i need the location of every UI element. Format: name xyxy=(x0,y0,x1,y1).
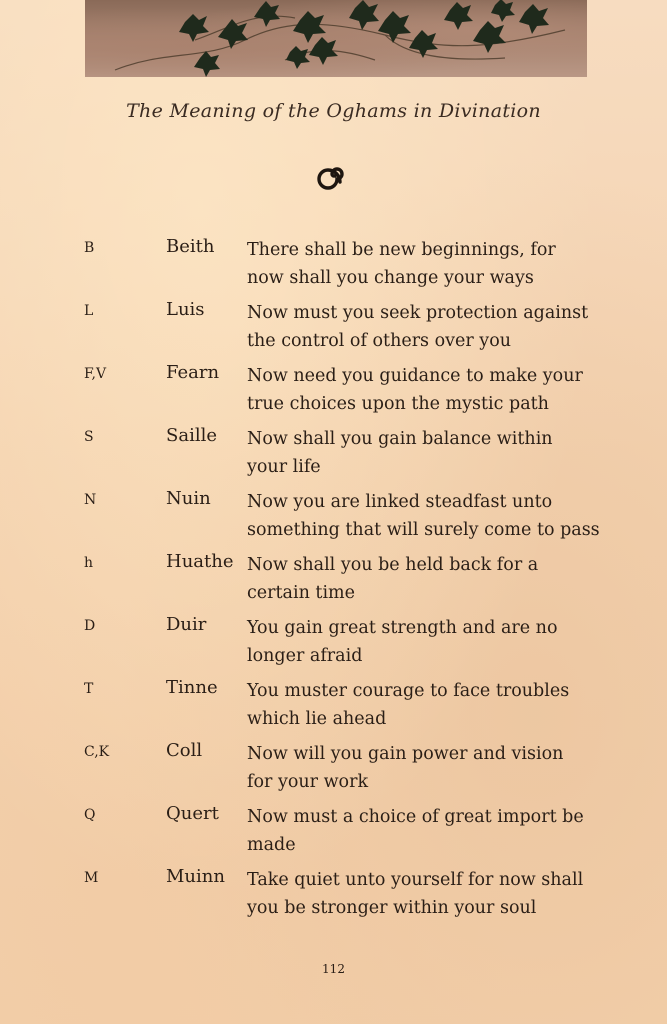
ogham-meaning xyxy=(247,677,627,733)
ogham-meaning xyxy=(247,425,627,481)
ogham-letter: Q xyxy=(84,807,96,823)
spiral-icon xyxy=(317,157,351,191)
ogham-row-fearn xyxy=(0,358,667,418)
ogham-meaning-line: longer afraid xyxy=(247,646,363,666)
ogham-letter: M xyxy=(84,870,99,886)
ogham-row-saille xyxy=(0,421,667,481)
ogham-meaning-line: Now shall you gain balance within xyxy=(247,429,553,449)
ogham-letter: L xyxy=(84,303,94,319)
ogham-row-luis xyxy=(0,295,667,355)
ogham-letter: B xyxy=(84,240,95,256)
ivy-banner-icon xyxy=(85,0,587,77)
ogham-name: Beith xyxy=(166,236,215,257)
ogham-letter: F,V xyxy=(84,366,107,382)
ogham-name: Tinne xyxy=(166,677,218,698)
ogham-meaning-line: something that will surely come to pass xyxy=(247,520,600,540)
ogham-row-nuin xyxy=(0,484,667,544)
ogham-letter: N xyxy=(84,492,97,508)
ogham-meaning-line: now shall you change your ways xyxy=(247,268,534,288)
ogham-name: Coll xyxy=(166,740,203,761)
ogham-meaning xyxy=(247,299,627,355)
ogham-name: Duir xyxy=(166,614,207,635)
ogham-letter: h xyxy=(84,555,94,571)
ogham-row-coll xyxy=(0,736,667,796)
ogham-row-duir xyxy=(0,610,667,670)
ogham-meaning-line: certain time xyxy=(247,583,355,603)
ogham-meaning-line: the control of others over you xyxy=(247,331,512,351)
ogham-meaning xyxy=(247,614,627,670)
ogham-name: Luis xyxy=(166,299,205,320)
ogham-meaning xyxy=(247,362,627,418)
ogham-meaning-line: You gain great strength and are no xyxy=(247,618,558,638)
ogham-meaning-line: Take quiet unto yourself for now shall xyxy=(247,870,584,890)
ogham-name: Muinn xyxy=(166,866,225,887)
ogham-meaning xyxy=(247,488,627,544)
ogham-meaning-line: There shall be new beginnings, for xyxy=(247,240,556,260)
ogham-meaning xyxy=(247,236,627,292)
ogham-row-muinn xyxy=(0,862,667,922)
ivy-vine-art xyxy=(85,0,587,77)
ogham-meaning-line: Now must you seek protection against xyxy=(247,303,589,323)
ogham-meaning-line: made xyxy=(247,835,296,855)
ogham-name: Saille xyxy=(166,425,217,446)
ogham-name: Quert xyxy=(166,803,219,824)
ogham-meaning xyxy=(247,740,627,796)
ogham-name: Nuin xyxy=(166,488,211,509)
ogham-name: Huathe xyxy=(166,551,234,572)
ogham-meaning-line: Now will you gain power and vision xyxy=(247,744,564,764)
ogham-meaning-line: Now shall you be held back for a xyxy=(247,555,539,575)
ogham-meaning-line: which lie ahead xyxy=(247,709,387,729)
ogham-letter: D xyxy=(84,618,96,634)
ogham-letter: C,K xyxy=(84,744,110,760)
ogham-row-huathe xyxy=(0,547,667,607)
ogham-row-tinne xyxy=(0,673,667,733)
ogham-meaning-line: Now need you guidance to make your xyxy=(247,366,583,386)
page-number: 112 xyxy=(322,962,345,976)
ogham-letter: S xyxy=(84,429,94,445)
ogham-meaning xyxy=(247,866,627,922)
ogham-meaning-line: You muster courage to face troubles xyxy=(247,681,570,701)
ogham-meaning-line: Now must a choice of great import be xyxy=(247,807,584,827)
ogham-meaning xyxy=(247,551,627,607)
page-title: The Meaning of the Oghams in Divination xyxy=(126,100,541,122)
ogham-name: Fearn xyxy=(166,362,220,383)
ogham-meaning-line: your life xyxy=(247,457,321,477)
ogham-meaning-line: Now you are linked steadfast unto xyxy=(247,492,553,512)
ogham-meaning-line: true choices upon the mystic path xyxy=(247,394,549,414)
ogham-meaning xyxy=(247,803,627,859)
ogham-row-beith xyxy=(0,232,667,292)
ogham-row-quert xyxy=(0,799,667,859)
ogham-letter: T xyxy=(84,681,94,697)
ogham-meaning-line: for your work xyxy=(247,772,369,792)
ogham-meaning-line: you be stronger within your soul xyxy=(247,898,537,918)
